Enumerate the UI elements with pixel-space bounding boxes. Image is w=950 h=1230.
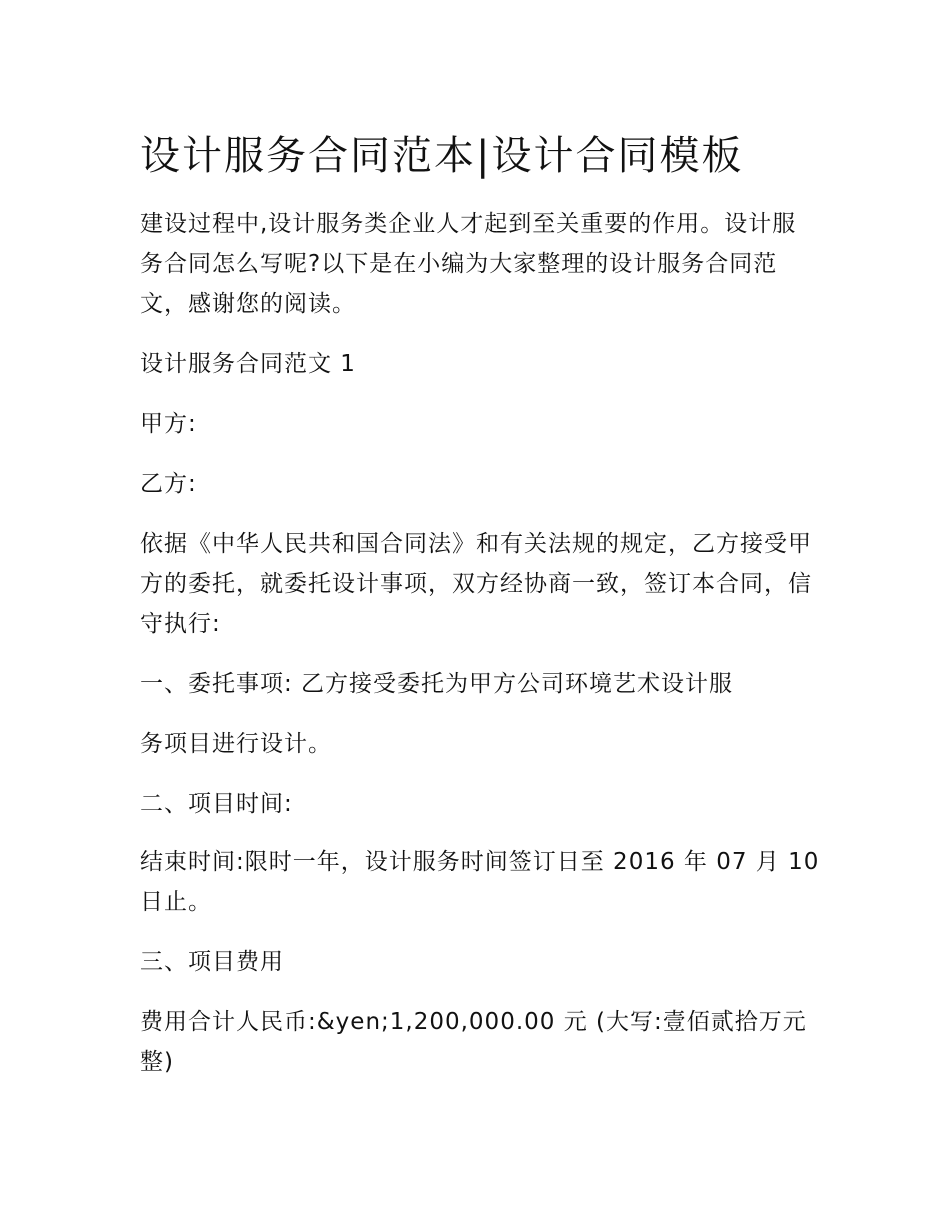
document-title: 设计服务合同范本|设计合同模板: [140, 133, 744, 179]
clause-1-line-1: 一、委托事项: 乙方接受委托为甲方公司环境艺术设计服: [140, 671, 734, 697]
fee-paragraph: 费用合计人民币:&yen;1,200,000.00 元 (大写:壹佰贰拾万元整): [140, 1009, 807, 1075]
party-a-line: 甲方:: [140, 411, 197, 437]
preamble-paragraph: 依据《中华人民共和国合同法》和有关法规的规定，乙方接受甲方的委托，就委托设计事项，双方经协商一致，签订本合同，信守执行:: [140, 531, 812, 637]
end-time-paragraph: 结束时间:限时一年，设计服务时间签订日至 2016 年 07 月 10 日止。: [140, 849, 820, 915]
clause-2-heading: 二、项目时间:: [140, 791, 293, 817]
clause-3-heading: 三、项目费用: [140, 949, 284, 975]
clause-1-line-2: 务项目进行设计。: [140, 731, 332, 757]
section-heading: 设计服务合同范文 1: [140, 351, 356, 377]
intro-paragraph: 建设过程中,设计服务类企业人才起到至关重要的作用。设计服务合同怎么写呢?以下是在小编为大家整理的设计服务合同范文，感谢您的阅读。: [140, 211, 797, 317]
party-b-line: 乙方:: [140, 471, 197, 497]
